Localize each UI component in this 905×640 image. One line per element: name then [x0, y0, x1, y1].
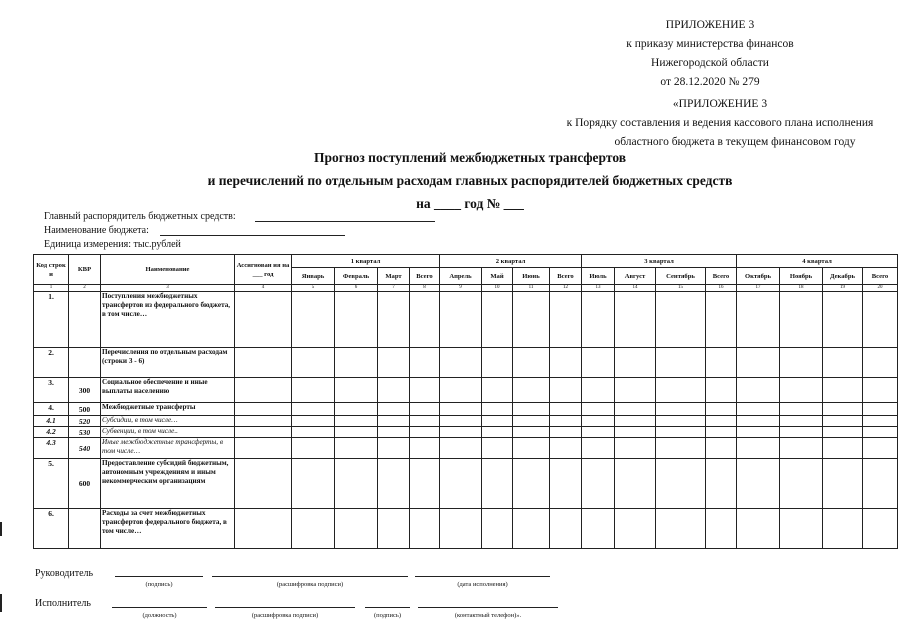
- value-cell[interactable]: [292, 509, 335, 549]
- header-name: Наименование: [101, 255, 235, 285]
- scan-edge-mark: [0, 522, 2, 536]
- value-cell[interactable]: [410, 378, 440, 403]
- value-cell[interactable]: [615, 427, 656, 438]
- month-header: Август: [615, 268, 656, 285]
- budget-field[interactable]: [160, 235, 345, 236]
- month-header: Всего: [863, 268, 898, 285]
- column-number: 2: [69, 285, 101, 292]
- appendix-block: [610, 16, 810, 92]
- value-cell[interactable]: [863, 509, 898, 549]
- value-cell[interactable]: [550, 416, 582, 427]
- value-cell[interactable]: [378, 378, 410, 403]
- appendix-title: ПРИЛОЖЕНИЕ 3: [665, 19, 755, 31]
- row-kvr: 300: [69, 378, 101, 403]
- column-number: 1: [34, 285, 69, 292]
- value-cell[interactable]: [440, 348, 482, 378]
- month-header: Ноябрь: [780, 268, 823, 285]
- value-cell[interactable]: [706, 378, 737, 403]
- value-cell[interactable]: [335, 348, 378, 378]
- value-cell[interactable]: [706, 348, 737, 378]
- title-line-2: и перечислений по отдельным расходам главных распорядителей бюджетных средств: [207, 173, 733, 188]
- value-cell[interactable]: [550, 427, 582, 438]
- row-kvr: 520: [69, 416, 101, 427]
- header-q3: 3 квартал: [582, 255, 737, 268]
- column-number: 13: [582, 285, 615, 292]
- head-cap-sign: (подпись): [145, 581, 173, 588]
- value-cell[interactable]: [780, 378, 823, 403]
- month-header: Всего: [550, 268, 582, 285]
- exec-name-line[interactable]: [215, 607, 355, 608]
- head-cap-name: (расшифровка подписи): [276, 581, 344, 588]
- value-cell[interactable]: [513, 348, 550, 378]
- value-cell[interactable]: [737, 292, 780, 348]
- value-cell[interactable]: [292, 438, 335, 459]
- value-cell[interactable]: [823, 403, 863, 416]
- value-cell[interactable]: [706, 427, 737, 438]
- manager-field[interactable]: [255, 221, 435, 222]
- value-cell[interactable]: [823, 378, 863, 403]
- value-cell[interactable]: [378, 438, 410, 459]
- row-kvr: [69, 509, 101, 549]
- row-code: 4.: [34, 403, 69, 416]
- value-cell[interactable]: [737, 509, 780, 549]
- value-cell[interactable]: [656, 348, 706, 378]
- row-code: 3.: [34, 378, 69, 403]
- table-row: [34, 459, 898, 509]
- table-row: [34, 416, 898, 427]
- value-cell[interactable]: [482, 403, 513, 416]
- column-number: 3: [101, 285, 235, 292]
- value-cell[interactable]: [823, 438, 863, 459]
- value-cell[interactable]: [482, 416, 513, 427]
- value-cell[interactable]: [582, 509, 615, 549]
- value-cell[interactable]: [582, 416, 615, 427]
- value-cell[interactable]: [410, 348, 440, 378]
- value-cell[interactable]: [706, 438, 737, 459]
- value-cell[interactable]: [235, 427, 292, 438]
- month-header: Июнь: [513, 268, 550, 285]
- value-cell[interactable]: [550, 348, 582, 378]
- appendix-inner-title: «ПРИЛОЖЕНИЕ 3: [672, 98, 768, 110]
- value-cell[interactable]: [615, 403, 656, 416]
- exec-cap-name: (расшифровка подписи): [251, 612, 319, 619]
- month-header: Всего: [706, 268, 737, 285]
- table-row: [34, 348, 898, 378]
- head-name-line[interactable]: [212, 576, 408, 577]
- column-number-row: [34, 285, 898, 292]
- exec-phone-line[interactable]: [418, 607, 558, 608]
- value-cell[interactable]: [482, 509, 513, 549]
- row-name: Социальное обеспечение и иные выплаты населению: [101, 378, 235, 403]
- value-cell[interactable]: [513, 509, 550, 549]
- value-cell[interactable]: [656, 438, 706, 459]
- appendix-inner-procedure: к Порядку составления и ведения кассового плана исполнения: [566, 117, 874, 129]
- forecast-table: [33, 254, 898, 549]
- value-cell[interactable]: [482, 292, 513, 348]
- value-cell[interactable]: [410, 438, 440, 459]
- value-cell[interactable]: [615, 438, 656, 459]
- value-cell[interactable]: [440, 459, 482, 509]
- value-cell[interactable]: [582, 438, 615, 459]
- row-kvr: 530: [69, 427, 101, 438]
- column-number: 15: [656, 285, 706, 292]
- value-cell[interactable]: [582, 378, 615, 403]
- value-cell[interactable]: [737, 348, 780, 378]
- row-code: 4.2: [34, 427, 69, 438]
- column-number: 20: [863, 285, 898, 292]
- value-cell[interactable]: [656, 378, 706, 403]
- column-number: 19: [823, 285, 863, 292]
- value-cell[interactable]: [513, 416, 550, 427]
- value-cell[interactable]: [482, 438, 513, 459]
- value-cell[interactable]: [292, 348, 335, 378]
- value-cell[interactable]: [823, 509, 863, 549]
- column-number: 14: [615, 285, 656, 292]
- month-header: Январь: [292, 268, 335, 285]
- row-kvr: 600: [69, 459, 101, 509]
- value-cell[interactable]: [292, 403, 335, 416]
- row-kvr: 540: [69, 438, 101, 459]
- title-line-1: Прогноз поступлений межбюджетных трансфертов: [313, 150, 627, 165]
- exec-sign-line[interactable]: [365, 607, 410, 608]
- value-cell[interactable]: [378, 348, 410, 378]
- value-cell[interactable]: [335, 378, 378, 403]
- row-code: 4.1: [34, 416, 69, 427]
- row-name: Субсидии, в том числе…: [101, 416, 235, 427]
- value-cell[interactable]: [780, 292, 823, 348]
- appendix-date: от 28.12.2020 № 279: [660, 76, 760, 88]
- value-cell[interactable]: [292, 416, 335, 427]
- value-cell[interactable]: [706, 459, 737, 509]
- value-cell[interactable]: [656, 403, 706, 416]
- value-cell[interactable]: [737, 438, 780, 459]
- scan-edge-mark: [0, 594, 2, 612]
- month-header: Июль: [582, 268, 615, 285]
- value-cell[interactable]: [482, 459, 513, 509]
- row-code: 5.: [34, 459, 69, 509]
- table-row: [34, 292, 898, 348]
- value-cell[interactable]: [550, 509, 582, 549]
- row-kvr: [69, 348, 101, 378]
- appendix-inner-budget: областного бюджета в текущем финансовом году: [614, 136, 856, 148]
- value-cell[interactable]: [823, 348, 863, 378]
- value-cell[interactable]: [780, 348, 823, 378]
- unit-label: Единица измерения: тыс.рублей: [44, 239, 181, 250]
- month-header: Май: [482, 268, 513, 285]
- head-sign-line[interactable]: [115, 576, 203, 577]
- row-name: Субвенции, в том числе..: [101, 427, 235, 438]
- row-name: Межбюджетные трансферты: [101, 403, 235, 416]
- value-cell[interactable]: [378, 509, 410, 549]
- exec-cap-phone: (контактный телефон)».: [454, 612, 522, 619]
- value-cell[interactable]: [780, 509, 823, 549]
- header-q4: 4 квартал: [737, 255, 898, 268]
- value-cell[interactable]: [823, 459, 863, 509]
- value-cell[interactable]: [335, 403, 378, 416]
- column-number: 11: [513, 285, 550, 292]
- value-cell[interactable]: [737, 459, 780, 509]
- value-cell[interactable]: [780, 427, 823, 438]
- value-cell[interactable]: [513, 292, 550, 348]
- table-row: [34, 438, 898, 459]
- value-cell[interactable]: [823, 427, 863, 438]
- value-cell[interactable]: [335, 416, 378, 427]
- value-cell[interactable]: [410, 416, 440, 427]
- table-row: [34, 427, 898, 438]
- value-cell[interactable]: [292, 292, 335, 348]
- value-cell[interactable]: [615, 348, 656, 378]
- month-header: Декабрь: [823, 268, 863, 285]
- row-code: 4.3: [34, 438, 69, 459]
- value-cell[interactable]: [823, 292, 863, 348]
- value-cell[interactable]: [780, 403, 823, 416]
- row-kvr: [69, 292, 101, 348]
- column-number: 10: [482, 285, 513, 292]
- month-header: Март: [378, 268, 410, 285]
- value-cell[interactable]: [737, 416, 780, 427]
- month-header: Октябрь: [737, 268, 780, 285]
- appendix-region: Нижегородской области: [651, 57, 769, 69]
- value-cell[interactable]: [863, 378, 898, 403]
- table-row: [34, 509, 898, 549]
- value-cell[interactable]: [440, 378, 482, 403]
- value-cell[interactable]: [235, 292, 292, 348]
- value-cell[interactable]: [335, 427, 378, 438]
- row-kvr: 500: [69, 403, 101, 416]
- value-cell[interactable]: [615, 459, 656, 509]
- value-cell[interactable]: [335, 438, 378, 459]
- value-cell[interactable]: [235, 459, 292, 509]
- value-cell[interactable]: [550, 438, 582, 459]
- value-cell[interactable]: [737, 403, 780, 416]
- value-cell[interactable]: [706, 416, 737, 427]
- value-cell[interactable]: [863, 427, 898, 438]
- title-line-3: на ____ год № ___: [416, 196, 524, 211]
- value-cell[interactable]: [410, 509, 440, 549]
- head-date-line[interactable]: [415, 576, 550, 577]
- value-cell[interactable]: [706, 403, 737, 416]
- column-number: 6: [335, 285, 378, 292]
- value-cell[interactable]: [378, 403, 410, 416]
- value-cell[interactable]: [335, 292, 378, 348]
- value-cell[interactable]: [410, 403, 440, 416]
- value-cell[interactable]: [823, 416, 863, 427]
- value-cell[interactable]: [780, 416, 823, 427]
- value-cell[interactable]: [410, 292, 440, 348]
- value-cell[interactable]: [706, 292, 737, 348]
- value-cell[interactable]: [292, 378, 335, 403]
- header-q1: 1 квартал: [292, 255, 440, 268]
- value-cell[interactable]: [335, 459, 378, 509]
- value-cell[interactable]: [235, 438, 292, 459]
- value-cell[interactable]: [863, 459, 898, 509]
- appendix-inner-block: [550, 95, 890, 152]
- value-cell[interactable]: [440, 427, 482, 438]
- value-cell[interactable]: [656, 416, 706, 427]
- value-cell[interactable]: [550, 292, 582, 348]
- value-cell[interactable]: [656, 427, 706, 438]
- header-q2: 2 квартал: [440, 255, 582, 268]
- value-cell[interactable]: [440, 438, 482, 459]
- value-cell[interactable]: [706, 509, 737, 549]
- document-title: [160, 150, 780, 212]
- head-label: Руководитель: [35, 568, 94, 579]
- value-cell[interactable]: [235, 509, 292, 549]
- value-cell[interactable]: [582, 459, 615, 509]
- table-row: [34, 378, 898, 403]
- column-number: 18: [780, 285, 823, 292]
- value-cell[interactable]: [378, 459, 410, 509]
- row-name: Поступления межбюджетных трансфертов из федерального бюджета, в том числе…: [101, 292, 235, 348]
- value-cell[interactable]: [737, 427, 780, 438]
- row-code: 2.: [34, 348, 69, 378]
- value-cell[interactable]: [292, 459, 335, 509]
- value-cell[interactable]: [235, 348, 292, 378]
- value-cell[interactable]: [656, 459, 706, 509]
- value-cell[interactable]: [656, 509, 706, 549]
- value-cell[interactable]: [482, 378, 513, 403]
- header-assign: Ассигнован ия на ___ год: [235, 255, 292, 285]
- row-code: 6.: [34, 509, 69, 549]
- value-cell[interactable]: [550, 403, 582, 416]
- value-cell[interactable]: [378, 292, 410, 348]
- value-cell[interactable]: [513, 427, 550, 438]
- value-cell[interactable]: [410, 459, 440, 509]
- value-cell[interactable]: [656, 292, 706, 348]
- value-cell[interactable]: [440, 403, 482, 416]
- value-cell[interactable]: [440, 416, 482, 427]
- row-name: Перечисления по отдельным расходам (строки 3 - 6): [101, 348, 235, 378]
- value-cell[interactable]: [235, 416, 292, 427]
- head-cap-date: (дата исполнения): [457, 581, 508, 588]
- exec-cap-position: (должность): [142, 612, 177, 619]
- value-cell[interactable]: [550, 378, 582, 403]
- table-row: [34, 403, 898, 416]
- row-code: 1.: [34, 292, 69, 348]
- value-cell[interactable]: [513, 438, 550, 459]
- exec-position-line[interactable]: [112, 607, 207, 608]
- row-name: Расходы за счет межбюджетных трансфертов федерального бюджета, в том числе…: [101, 509, 235, 549]
- column-number: 12: [550, 285, 582, 292]
- value-cell[interactable]: [582, 403, 615, 416]
- value-cell[interactable]: [378, 427, 410, 438]
- manager-label: Главный распорядитель бюджетных средств:: [44, 211, 236, 222]
- value-cell[interactable]: [582, 292, 615, 348]
- value-cell[interactable]: [440, 292, 482, 348]
- value-cell[interactable]: [863, 438, 898, 459]
- value-cell[interactable]: [582, 427, 615, 438]
- value-cell[interactable]: [615, 509, 656, 549]
- column-number: 8: [410, 285, 440, 292]
- value-cell[interactable]: [863, 292, 898, 348]
- month-header: Сентябрь: [656, 268, 706, 285]
- value-cell[interactable]: [235, 378, 292, 403]
- value-cell[interactable]: [235, 403, 292, 416]
- exec-label: Исполнитель: [35, 598, 91, 609]
- value-cell[interactable]: [482, 348, 513, 378]
- value-cell[interactable]: [737, 378, 780, 403]
- column-number: 17: [737, 285, 780, 292]
- value-cell[interactable]: [615, 378, 656, 403]
- value-cell[interactable]: [863, 348, 898, 378]
- value-cell[interactable]: [780, 438, 823, 459]
- value-cell[interactable]: [440, 509, 482, 549]
- exec-cap-sign: (подпись): [374, 612, 401, 619]
- value-cell[interactable]: [863, 416, 898, 427]
- value-cell[interactable]: [582, 348, 615, 378]
- month-header: Всего: [410, 268, 440, 285]
- row-name: Иные межбюджетные трансферты, в том числе…: [101, 438, 235, 459]
- value-cell[interactable]: [292, 427, 335, 438]
- value-cell[interactable]: [482, 427, 513, 438]
- column-number: 16: [706, 285, 737, 292]
- column-number: 7: [378, 285, 410, 292]
- header-kvr: КВР: [69, 255, 101, 285]
- month-header: Апрель: [440, 268, 482, 285]
- value-cell[interactable]: [513, 378, 550, 403]
- value-cell[interactable]: [780, 459, 823, 509]
- header-code: Код строк и: [34, 255, 69, 285]
- value-cell[interactable]: [513, 459, 550, 509]
- column-number: 4: [235, 285, 292, 292]
- value-cell[interactable]: [863, 403, 898, 416]
- value-cell[interactable]: [513, 403, 550, 416]
- column-number: 5: [292, 285, 335, 292]
- column-number: 9: [440, 285, 482, 292]
- value-cell[interactable]: [335, 509, 378, 549]
- month-header: Февраль: [335, 268, 378, 285]
- value-cell[interactable]: [615, 292, 656, 348]
- budget-label: Наименование бюджета:: [44, 225, 149, 236]
- row-name: Предоставление субсидий бюджетным, автономным учреждениям и иным некоммерческим организациям: [101, 459, 235, 509]
- appendix-order: к приказу министерства финансов: [626, 38, 794, 50]
- value-cell[interactable]: [550, 459, 582, 509]
- value-cell[interactable]: [410, 427, 440, 438]
- value-cell[interactable]: [378, 416, 410, 427]
- value-cell[interactable]: [615, 416, 656, 427]
